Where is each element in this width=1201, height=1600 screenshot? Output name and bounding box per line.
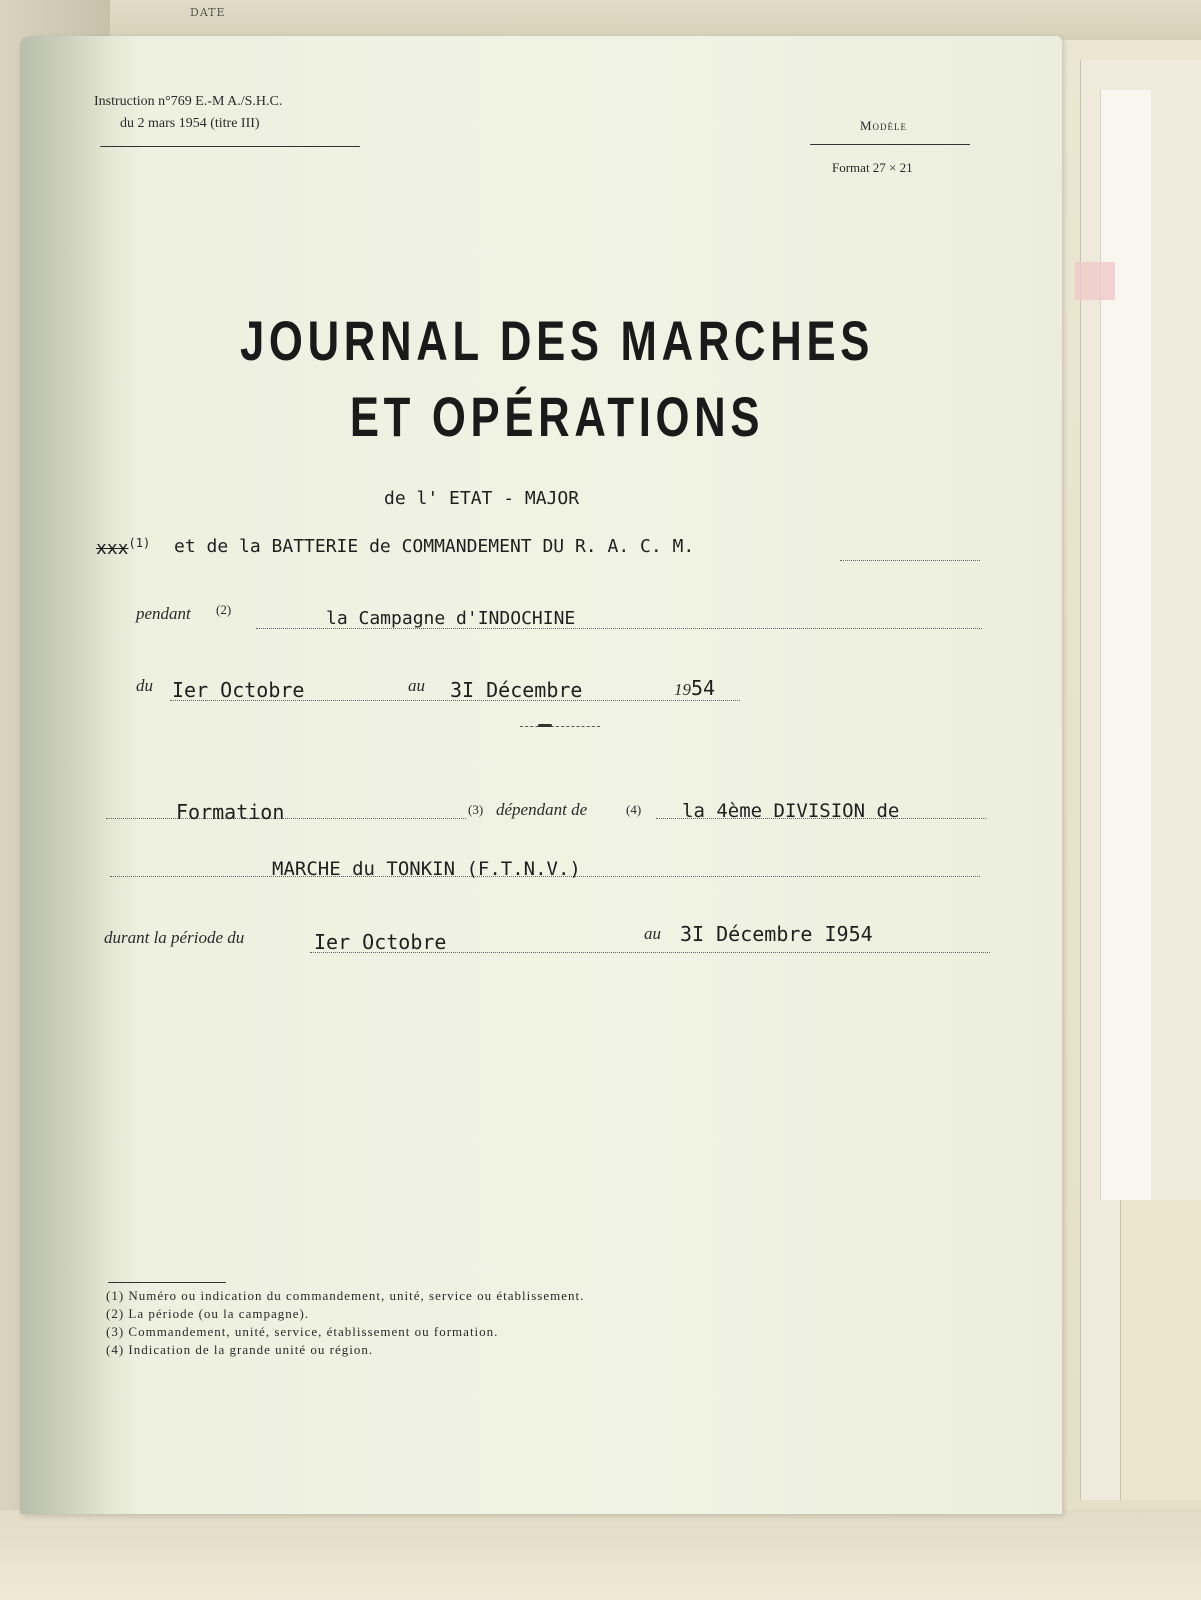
red-stamp-fragment [1075, 262, 1115, 300]
dates-du-label: du [136, 676, 153, 695]
dependant-label: dépendant de [496, 800, 588, 819]
top-strip [0, 0, 1201, 40]
period-au-label: au [644, 924, 661, 943]
period-label: durant la période du [104, 928, 245, 947]
campaign-dotline [256, 628, 982, 629]
title-line-1: JOURNAL DES MARCHES [239, 309, 875, 372]
period-dotline [310, 952, 990, 953]
header-right-rule [810, 144, 970, 145]
header-left-rule [100, 146, 360, 147]
unit-prefix [96, 536, 150, 559]
campaign-value: la Campagne d'INDOCHINE [326, 608, 576, 629]
formation-parent-dotline [656, 818, 986, 819]
modele-label: Modèle [860, 118, 908, 133]
format-label: Format 27 × 21 [832, 160, 913, 175]
dates-year [674, 676, 715, 700]
dates-au-label: au [408, 676, 425, 695]
footnote-3: (3) Commandement, unité, service, établissement ou formation. [106, 1324, 499, 1339]
campaign-footnote-ref: (2) [216, 602, 232, 617]
separator-dash [520, 726, 600, 727]
unit-line-1: de l' ETAT - MAJOR [384, 488, 580, 509]
formation-parent-line-2: MARCHE du TONKIN (F.T.N.V.) [272, 858, 581, 880]
formation-footnote-ref-3: (3) [468, 802, 484, 817]
formation-value: Formation [176, 800, 285, 824]
period-from: Ier Octobre [314, 930, 447, 954]
instruction-date: du 2 mars 1954 (titre III) [120, 116, 260, 131]
stacked-insert-page [1100, 90, 1151, 1200]
unit-prefix-struck: xxx [96, 538, 129, 559]
dates-from: Ier Octobre [172, 678, 305, 702]
stacked-lower-pages [1120, 1200, 1201, 1500]
campaign-label: pendant [136, 604, 191, 623]
footnote-1: (1) Numéro ou indication du commandement, unité, service ou établissement. [106, 1288, 585, 1303]
period-to-typed: 3I Décembre I95 [680, 922, 861, 946]
dates-year-printed: 19 [674, 680, 691, 699]
formation-footnote-ref-4: (4) [626, 802, 642, 817]
period-to-hand: 4 [860, 922, 873, 946]
form-page [20, 36, 1062, 1514]
dates-to: 3I Décembre [450, 678, 583, 702]
formation-parent-line-1: la 4ème DIVISION de [682, 800, 900, 822]
top-strip-label: DATE [190, 6, 226, 19]
title-line-2: ET OPÉRATIONS [349, 385, 765, 448]
separator-mark [538, 724, 552, 727]
instruction-line: Instruction n°769 E.-M A./S.H.C. [94, 94, 283, 109]
unit-footnote-ref: (1) [128, 536, 151, 550]
formation-dotline [106, 818, 466, 819]
dates-year-typed: 54 [691, 676, 716, 700]
unit-dotline [840, 560, 980, 561]
dates-dotline [170, 700, 740, 701]
unit-line-2: et de la BATTERIE de COMMANDEMENT DU R. A. C. M. [174, 536, 695, 557]
period-to [680, 922, 873, 946]
footnote-2: (2) La période (ou la campagne). [106, 1306, 310, 1321]
footnote-rule [108, 1282, 226, 1283]
bottom-backing [0, 1510, 1201, 1600]
footnote-4: (4) Indication de la grande unité ou région. [106, 1342, 374, 1357]
